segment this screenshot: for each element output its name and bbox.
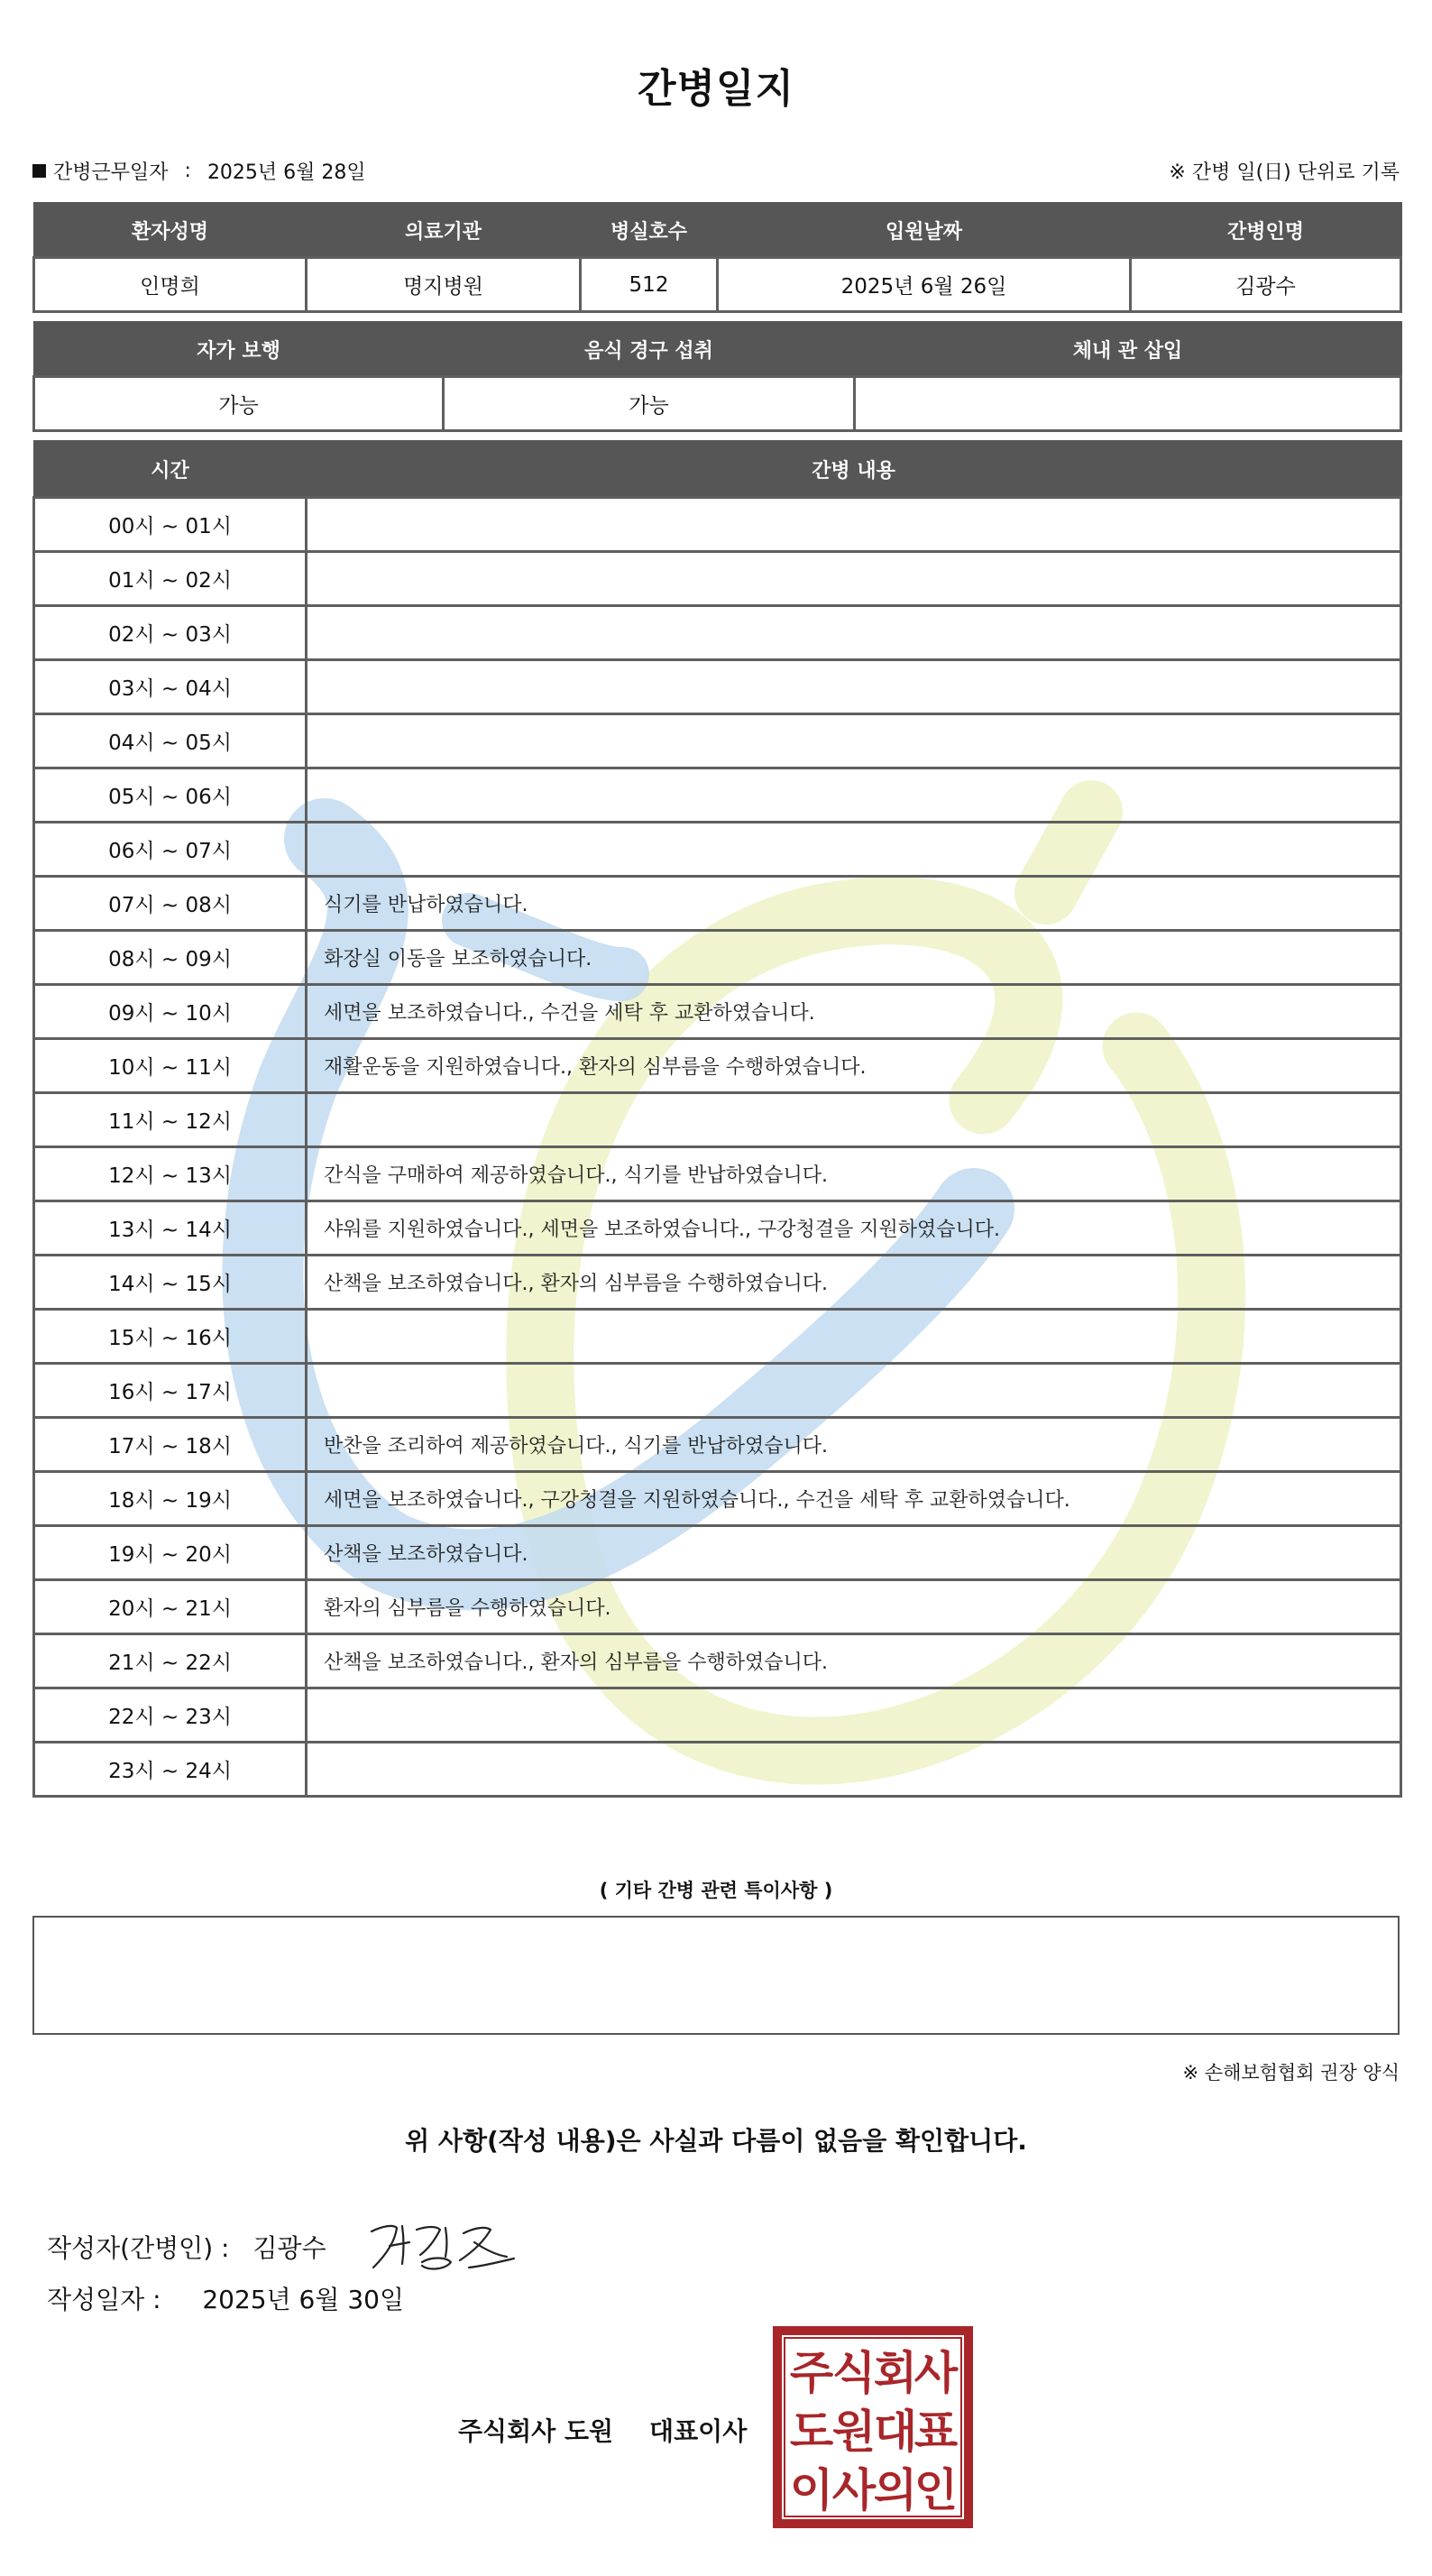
care-log-row xyxy=(34,1039,1401,1093)
svg-text:주: 주 xyxy=(789,2347,834,2399)
oral-intake-value: 가능 xyxy=(444,377,855,431)
time-slot: 02시 ~ 03시 xyxy=(34,606,307,660)
time-slot: 11시 ~ 12시 xyxy=(34,1093,307,1147)
header-room-number: 병실호수 xyxy=(581,203,718,258)
care-content: 샤워를 지원하였습니다., 세면을 보조하였습니다., 구강청결을 지원하였습니다. xyxy=(307,1201,1401,1256)
header-patient-name: 환자성명 xyxy=(34,203,307,258)
care-content: 세면을 보조하였습니다., 구강청결을 지원하였습니다., 수건을 세탁 후 교환하였습니다. xyxy=(307,1472,1401,1526)
condition-header-row xyxy=(34,322,1401,377)
care-log-row xyxy=(34,1743,1401,1797)
time-slot: 04시 ~ 05시 xyxy=(34,714,307,768)
unit-note: ※ 간병 일(日) 단위로 기록 xyxy=(1169,161,1400,184)
svg-text:회: 회 xyxy=(873,2347,918,2399)
time-slot: 12시 ~ 13시 xyxy=(34,1147,307,1201)
written-date-label: 작성일자 : xyxy=(47,2285,161,2314)
care-content: 세면을 보조하였습니다., 수건을 세탁 후 교환하였습니다. xyxy=(307,985,1401,1039)
work-date-line xyxy=(32,157,366,185)
care-log-row xyxy=(34,931,1401,985)
care-content xyxy=(307,552,1401,606)
care-log-row xyxy=(34,768,1401,823)
header-tube-insertion: 체내 관 삽입 xyxy=(855,322,1401,377)
care-log-row xyxy=(34,1688,1401,1743)
bullet-square-icon xyxy=(32,164,46,178)
care-log-row xyxy=(34,985,1401,1039)
care-content xyxy=(307,1688,1401,1743)
time-slot: 23시 ~ 24시 xyxy=(34,1743,307,1797)
care-log-row xyxy=(34,877,1401,931)
condition-table xyxy=(32,321,1402,432)
time-slot: 01시 ~ 02시 xyxy=(34,552,307,606)
time-slot: 13시 ~ 14시 xyxy=(34,1201,307,1256)
time-slot: 06시 ~ 07시 xyxy=(34,823,307,877)
written-date-row xyxy=(47,2280,404,2316)
care-log-row xyxy=(34,1093,1401,1147)
svg-text:식: 식 xyxy=(831,2347,877,2399)
svg-text:인: 인 xyxy=(913,2464,959,2516)
care-content: 산책을 보조하였습니다., 환자의 심부름을 수행하였습니다. xyxy=(307,1256,1401,1310)
care-content xyxy=(307,1310,1401,1364)
author-row xyxy=(47,2215,525,2278)
svg-text:표: 표 xyxy=(913,2406,959,2458)
self-walking-value: 가능 xyxy=(34,377,444,431)
header-care-content: 간병 내용 xyxy=(307,441,1401,498)
notes-title: ( 기타 간병 관련 특이사항 ) xyxy=(599,1880,833,1901)
company-seal-stamp xyxy=(772,2325,974,2529)
author-name: 김광수 xyxy=(252,2233,326,2263)
time-slot: 08시 ~ 09시 xyxy=(34,931,307,985)
time-slot: 05시 ~ 06시 xyxy=(34,768,307,823)
care-content: 재활운동을 지원하였습니다., 환자의 심부름을 수행하였습니다. xyxy=(307,1039,1401,1093)
care-content xyxy=(307,1364,1401,1418)
care-log-body xyxy=(34,498,1401,1797)
patient-info-table xyxy=(32,202,1402,313)
company-row xyxy=(458,2412,747,2448)
care-content: 식기를 반납하였습니다. xyxy=(307,877,1401,931)
care-log-row xyxy=(34,1147,1401,1201)
time-slot: 17시 ~ 18시 xyxy=(34,1418,307,1472)
work-date-value: 2025년 6월 28일 xyxy=(207,161,366,184)
care-content: 간식을 구매하여 제공하였습니다., 식기를 반납하였습니다. xyxy=(307,1147,1401,1201)
care-log-row xyxy=(34,498,1401,552)
time-slot: 14시 ~ 15시 xyxy=(34,1256,307,1310)
care-content xyxy=(307,498,1401,552)
svg-text:도: 도 xyxy=(789,2406,834,2458)
care-log-row xyxy=(34,1310,1401,1364)
care-content xyxy=(307,1093,1401,1147)
notes-box xyxy=(32,1916,1400,2035)
time-slot: 21시 ~ 22시 xyxy=(34,1634,307,1688)
time-slot: 07시 ~ 08시 xyxy=(34,877,307,931)
care-content xyxy=(307,1743,1401,1797)
care-content xyxy=(307,768,1401,823)
care-content xyxy=(307,823,1401,877)
time-slot: 20시 ~ 21시 xyxy=(34,1580,307,1634)
svg-text:원: 원 xyxy=(831,2406,877,2458)
care-log-row xyxy=(34,1364,1401,1418)
svg-text:대: 대 xyxy=(873,2406,918,2458)
document-title: 간병일지 xyxy=(637,66,794,112)
patient-info-value-row xyxy=(34,258,1401,312)
representative-title: 대표이사 xyxy=(649,2416,748,2446)
time-slot: 19시 ~ 20시 xyxy=(34,1526,307,1580)
care-log-row xyxy=(34,1580,1401,1634)
time-slot: 16시 ~ 17시 xyxy=(34,1364,307,1418)
header-oral-intake: 음식 경구 섭취 xyxy=(444,322,855,377)
handwritten-signature xyxy=(363,2215,525,2278)
care-content: 반찬을 조리하여 제공하였습니다., 식기를 반납하였습니다. xyxy=(307,1418,1401,1472)
care-log-row xyxy=(34,714,1401,768)
svg-text:의: 의 xyxy=(873,2464,918,2516)
care-content: 산책을 보조하였습니다., 환자의 심부름을 수행하였습니다. xyxy=(307,1634,1401,1688)
patient-info-header-row xyxy=(34,203,1401,258)
hospital-name: 명지병원 xyxy=(307,258,581,312)
patient-name: 인명희 xyxy=(34,258,307,312)
work-date-separator: : xyxy=(184,160,191,182)
form-note: ※ 손해보험협회 권장 양식 xyxy=(1182,2062,1400,2084)
time-slot: 22시 ~ 23시 xyxy=(34,1688,307,1743)
time-slot: 18시 ~ 19시 xyxy=(34,1472,307,1526)
time-slot: 00시 ~ 01시 xyxy=(34,498,307,552)
header-hospital: 의료기관 xyxy=(307,203,581,258)
caregiver-name: 김광수 xyxy=(1131,258,1401,312)
care-content: 산책을 보조하였습니다. xyxy=(307,1526,1401,1580)
care-content: 환자의 심부름을 수행하였습니다. xyxy=(307,1580,1401,1634)
care-log-row xyxy=(34,660,1401,714)
author-label: 작성자(간병인) : xyxy=(47,2233,230,2263)
confirmation-statement: 위 사항(작성 내용)은 사실과 다름이 없음을 확인합니다. xyxy=(405,2126,1027,2156)
tube-insertion-value xyxy=(855,377,1401,431)
care-log-row xyxy=(34,552,1401,606)
care-log-header-row xyxy=(34,441,1401,498)
header-time: 시간 xyxy=(34,441,307,498)
time-slot: 03시 ~ 04시 xyxy=(34,660,307,714)
condition-value-row xyxy=(34,377,1401,431)
company-name: 주식회사 도원 xyxy=(458,2416,614,2446)
header-admission-date: 입원날짜 xyxy=(718,203,1131,258)
care-log-row xyxy=(34,1418,1401,1472)
care-log-row xyxy=(34,1634,1401,1688)
care-content xyxy=(307,660,1401,714)
care-log-row xyxy=(34,1526,1401,1580)
care-log-row xyxy=(34,1201,1401,1256)
admission-date: 2025년 6월 26일 xyxy=(718,258,1131,312)
header-caregiver-name: 간병인명 xyxy=(1131,203,1401,258)
care-log-row xyxy=(34,823,1401,877)
svg-text:이: 이 xyxy=(789,2464,834,2516)
svg-text:사: 사 xyxy=(831,2464,877,2516)
time-slot: 15시 ~ 16시 xyxy=(34,1310,307,1364)
header-self-walking: 자가 보행 xyxy=(34,322,444,377)
care-log-row xyxy=(34,606,1401,660)
written-date-value: 2025년 6월 30일 xyxy=(202,2285,404,2314)
care-content: 화장실 이동을 보조하였습니다. xyxy=(307,931,1401,985)
time-slot: 10시 ~ 11시 xyxy=(34,1039,307,1093)
care-log-row xyxy=(34,1256,1401,1310)
care-log-row xyxy=(34,1472,1401,1526)
care-content xyxy=(307,606,1401,660)
room-number: 512 xyxy=(581,258,718,312)
care-log-table xyxy=(32,440,1402,1798)
work-date-label: 간병근무일자 xyxy=(53,161,169,184)
svg-text:사: 사 xyxy=(913,2347,959,2399)
time-slot: 09시 ~ 10시 xyxy=(34,985,307,1039)
care-content xyxy=(307,714,1401,768)
